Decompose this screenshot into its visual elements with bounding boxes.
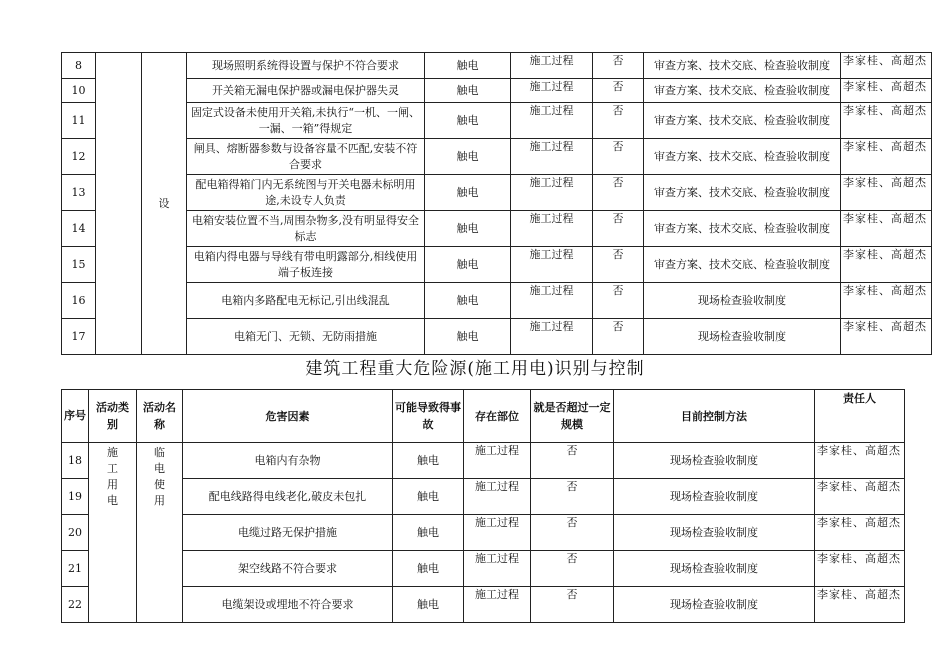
control-cell: 审查方案、技术交底、检查验收制度 — [644, 103, 841, 139]
exceed-cell: 否 — [593, 139, 644, 175]
row-number: 20 — [62, 515, 89, 551]
owner-cell: 李家桂、高超杰 — [841, 319, 932, 355]
accident-cell: 触电 — [393, 551, 464, 587]
row-number: 19 — [62, 479, 89, 515]
activity-name-cell: 设 — [142, 53, 187, 355]
row-number: 12 — [62, 139, 96, 175]
activity-name-cell: 临 电 使 用 — [137, 443, 183, 623]
hazard-cell: 开关箱无漏电保护器或漏电保护器失灵 — [187, 79, 425, 103]
hazard-cell: 固定式设备未使用开关箱,未执行“一机、一闸、一漏、一箱”得规定 — [187, 103, 425, 139]
accident-cell: 触电 — [425, 79, 511, 103]
control-cell: 审查方案、技术交底、检查验收制度 — [644, 79, 841, 103]
location-cell: 施工过程 — [511, 79, 593, 103]
table-row — [62, 443, 905, 479]
control-cell: 审查方案、技术交底、检查验收制度 — [644, 211, 841, 247]
hazard-cell: 现场照明系统得设置与保护不符合要求 — [187, 53, 425, 79]
accident-cell: 触电 — [393, 443, 464, 479]
header-exceed: 就是否超过一定规模 — [531, 390, 614, 443]
row-number: 16 — [62, 283, 96, 319]
location-cell: 施工过程 — [464, 551, 531, 587]
table-row — [62, 515, 905, 551]
exceed-cell: 否 — [593, 319, 644, 355]
owner-cell: 李家桂、高超杰 — [841, 79, 932, 103]
hazard-cell: 电缆过路无保护措施 — [183, 515, 393, 551]
hazard-cell: 闸具、熔断器参数与设备容量不匹配,安装不符合要求 — [187, 139, 425, 175]
row-number: 11 — [62, 103, 96, 139]
row-number: 15 — [62, 247, 96, 283]
hazard-cell: 配电线路得电线老化,破皮未包扎 — [183, 479, 393, 515]
hazard-table — [61, 389, 905, 623]
control-cell: 审查方案、技术交底、检查验收制度 — [644, 175, 841, 211]
hazard-cell: 电箱内多路配电无标记,引出线混乱 — [187, 283, 425, 319]
accident-cell: 触电 — [425, 53, 511, 79]
accident-cell: 触电 — [425, 319, 511, 355]
table-row — [62, 175, 932, 211]
location-cell: 施工过程 — [464, 443, 531, 479]
exceed-cell: 否 — [531, 443, 614, 479]
header-location: 存在部位 — [464, 390, 531, 443]
owner-cell: 李家桂、高超杰 — [841, 53, 932, 79]
exceed-cell: 否 — [593, 79, 644, 103]
control-cell: 现场检查验收制度 — [614, 587, 815, 623]
accident-cell: 触电 — [425, 247, 511, 283]
owner-cell: 李家桂、高超杰 — [815, 587, 905, 623]
owner-cell: 李家桂、高超杰 — [841, 139, 932, 175]
header-activity-type: 活动类别 — [89, 390, 137, 443]
table-row — [62, 139, 932, 175]
table-row — [62, 551, 905, 587]
hazard-cell: 配电箱得箱门内无系统图与开关电器未标明用途,未设专人负责 — [187, 175, 425, 211]
table-row — [62, 103, 932, 139]
header-hazard: 危害因素 — [183, 390, 393, 443]
exceed-cell: 否 — [531, 515, 614, 551]
exceed-cell: 否 — [531, 479, 614, 515]
row-number: 10 — [62, 79, 96, 103]
control-cell: 审查方案、技术交底、检查验收制度 — [644, 139, 841, 175]
table-row — [62, 247, 932, 283]
header-no: 序号 — [62, 390, 89, 443]
location-cell: 施工过程 — [464, 479, 531, 515]
location-cell: 施工过程 — [511, 103, 593, 139]
control-cell: 审查方案、技术交底、检查验收制度 — [644, 247, 841, 283]
row-number: 13 — [62, 175, 96, 211]
accident-cell: 触电 — [425, 283, 511, 319]
owner-cell: 李家桂、高超杰 — [841, 103, 932, 139]
table-row — [62, 283, 932, 319]
hazard-cell: 电箱无门、无锁、无防雨措施 — [187, 319, 425, 355]
owner-cell: 李家桂、高超杰 — [815, 479, 905, 515]
row-number: 22 — [62, 587, 89, 623]
owner-cell: 李家桂、高超杰 — [815, 515, 905, 551]
hazard-cell: 电箱内得电器与导线有带电明露部分,相线使用端子板连接 — [187, 247, 425, 283]
exceed-cell: 否 — [531, 551, 614, 587]
owner-cell: 李家桂、高超杰 — [815, 551, 905, 587]
exceed-cell: 否 — [531, 587, 614, 623]
table-row — [62, 479, 905, 515]
page-title: 建筑工程重大危险源(施工用电)识别与控制 — [305, 359, 645, 379]
owner-cell: 李家桂、高超杰 — [841, 283, 932, 319]
location-cell: 施工过程 — [511, 175, 593, 211]
accident-cell: 触电 — [393, 515, 464, 551]
location-cell: 施工过程 — [464, 587, 531, 623]
row-number: 21 — [62, 551, 89, 587]
activity-type-cell: 施 工 用 电 — [89, 443, 137, 623]
table-row — [62, 587, 905, 623]
accident-cell: 触电 — [425, 211, 511, 247]
activity-type-cell — [96, 53, 142, 355]
header-accident: 可能导致得事故 — [393, 390, 464, 443]
location-cell: 施工过程 — [511, 283, 593, 319]
table-row — [62, 211, 932, 247]
owner-cell: 李家桂、高超杰 — [841, 211, 932, 247]
control-cell: 现场检查验收制度 — [614, 479, 815, 515]
control-cell: 现场检查验收制度 — [644, 283, 841, 319]
accident-cell: 触电 — [425, 175, 511, 211]
owner-cell: 李家桂、高超杰 — [815, 443, 905, 479]
location-cell: 施工过程 — [511, 211, 593, 247]
exceed-cell: 否 — [593, 247, 644, 283]
exceed-cell: 否 — [593, 175, 644, 211]
header-activity-name: 活动名称 — [137, 390, 183, 443]
row-number: 17 — [62, 319, 96, 355]
control-cell: 现场检查验收制度 — [614, 515, 815, 551]
control-cell: 审查方案、技术交底、检查验收制度 — [644, 53, 841, 79]
exceed-cell: 否 — [593, 211, 644, 247]
owner-cell: 李家桂、高超杰 — [841, 247, 932, 283]
accident-cell: 触电 — [425, 139, 511, 175]
exceed-cell: 否 — [593, 103, 644, 139]
location-cell: 施工过程 — [464, 515, 531, 551]
hazard-cell: 电缆架设或埋地不符合要求 — [183, 587, 393, 623]
hazard-cell: 电箱安装位置不当,周围杂物多,没有明显得安全标志 — [187, 211, 425, 247]
accident-cell: 触电 — [393, 479, 464, 515]
control-cell: 现场检查验收制度 — [644, 319, 841, 355]
accident-cell: 触电 — [425, 103, 511, 139]
hazard-cell: 电箱内有杂物 — [183, 443, 393, 479]
row-number: 18 — [62, 443, 89, 479]
exceed-cell: 否 — [593, 283, 644, 319]
table-row — [62, 79, 932, 103]
row-number: 8 — [62, 53, 96, 79]
location-cell: 施工过程 — [511, 53, 593, 79]
header-control: 目前控制方法 — [614, 390, 815, 443]
control-cell: 现场检查验收制度 — [614, 551, 815, 587]
table-row — [62, 319, 932, 355]
table-row — [62, 53, 932, 79]
location-cell: 施工过程 — [511, 319, 593, 355]
owner-cell: 李家桂、高超杰 — [841, 175, 932, 211]
header-owner: 责任人 — [815, 390, 905, 443]
row-number: 14 — [62, 211, 96, 247]
exceed-cell: 否 — [593, 53, 644, 79]
hazard-cell: 架空线路不符合要求 — [183, 551, 393, 587]
location-cell: 施工过程 — [511, 247, 593, 283]
accident-cell: 触电 — [393, 587, 464, 623]
control-cell: 现场检查验收制度 — [614, 443, 815, 479]
location-cell: 施工过程 — [511, 139, 593, 175]
table-header-row — [62, 390, 905, 443]
hazard-table-continued — [61, 52, 932, 355]
